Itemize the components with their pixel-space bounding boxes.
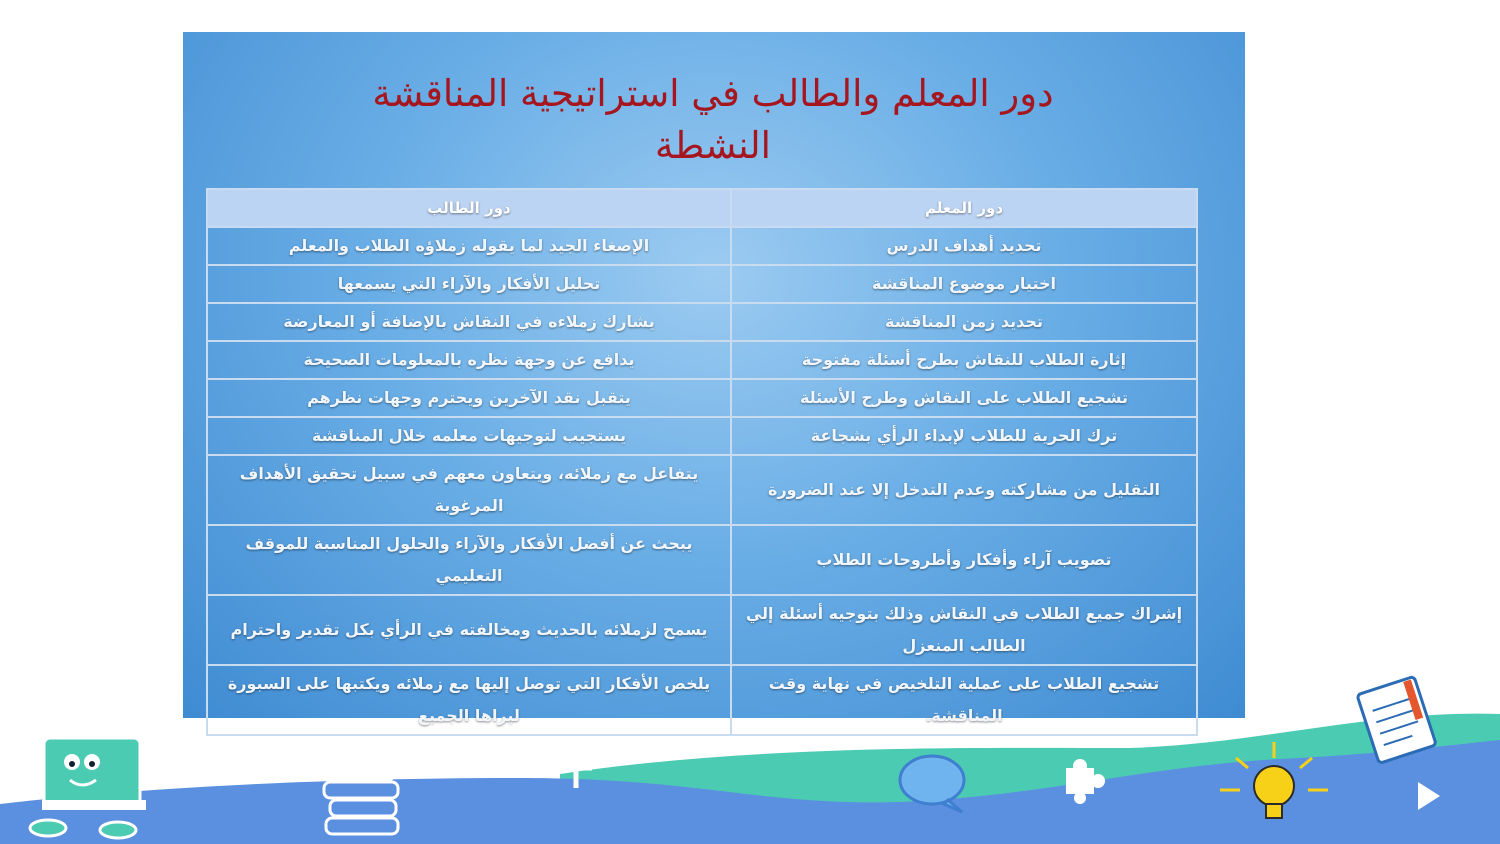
table-row	[207, 379, 1197, 417]
teacher-cell: تصويب آراء وأفكار وأطروحات الطلاب	[731, 525, 1197, 595]
table-row	[207, 303, 1197, 341]
table-header-row	[207, 189, 1197, 227]
teacher-cell: تشجيع الطلاب على النقاش وطرح الأسئلة	[731, 379, 1197, 417]
teacher-cell: إشراك جميع الطلاب في النقاش وذلك بتوجيه أسئلة إلي الطالب المنعزل	[731, 595, 1197, 665]
table-row	[207, 525, 1197, 595]
student-cell: يبحث عن أفضل الأفكار والآراء والحلول المناسبة للموقف التعليمي	[207, 525, 731, 595]
student-cell: يستجيب لتوجيهات معلمه خلال المناقشة	[207, 417, 731, 455]
table-row	[207, 455, 1197, 525]
table-row	[207, 227, 1197, 265]
teacher-cell: تحديد زمن المناقشة	[731, 303, 1197, 341]
student-cell: يدافع عن وجهة نظره بالمعلومات الصحيحة	[207, 341, 731, 379]
student-cell: يلخص الأفكار التي توصل إليها مع زملائه ويكتبها على السبورة ليراها الجميع	[207, 665, 731, 735]
teacher-cell: التقليل من مشاركته وعدم التدخل إلا عند الضرورة	[731, 455, 1197, 525]
table-row	[207, 341, 1197, 379]
teacher-cell: اختيار موضوع المناقشة	[731, 265, 1197, 303]
footer-decoration	[0, 640, 1500, 844]
teacher-cell: تشجيع الطلاب على عملية التلخيص في نهاية وقت المناقشة.	[731, 665, 1197, 735]
student-cell: يتفاعل مع زملائه، ويتعاون معهم في سبيل تحقيق الأهداف المرغوبة	[207, 455, 731, 525]
header-student-role: دور الطالب	[207, 189, 731, 227]
title-line-1: دور المعلم والطالب في استراتيجية المناقشة	[372, 72, 1054, 115]
student-cell: تحليل الأفكار والآراء التي يسمعها	[207, 265, 731, 303]
header-teacher-role: دور المعلم	[731, 189, 1197, 227]
slide-image	[183, 32, 1245, 725]
teacher-cell: إثارة الطلاب للنقاش بطرح أسئلة مفتوحة	[731, 341, 1197, 379]
slide-title	[263, 68, 1163, 172]
next-arrow-icon[interactable]	[1418, 782, 1440, 810]
student-cell: يسمح لزملائه بالحديث ومخالفته في الرأي بكل تقدير واحترام	[207, 595, 731, 665]
student-cell: الإصغاء الجيد لما يقوله زملاؤه الطلاب والمعلم	[207, 227, 731, 265]
teacher-cell: ترك الحرية للطلاب لإبداء الرأي بشجاعة	[731, 417, 1197, 455]
table-row	[207, 417, 1197, 455]
student-cell: يتقبل نقد الآخرين ويحترم وجهات نظرهم	[207, 379, 731, 417]
teacher-cell: تحديد أهداف الدرس	[731, 227, 1197, 265]
table-row	[207, 265, 1197, 303]
student-cell: يشارك زملاءه في النقاش بالإضافة أو المعارضة	[207, 303, 731, 341]
title-line-2: النشطة	[655, 124, 771, 167]
